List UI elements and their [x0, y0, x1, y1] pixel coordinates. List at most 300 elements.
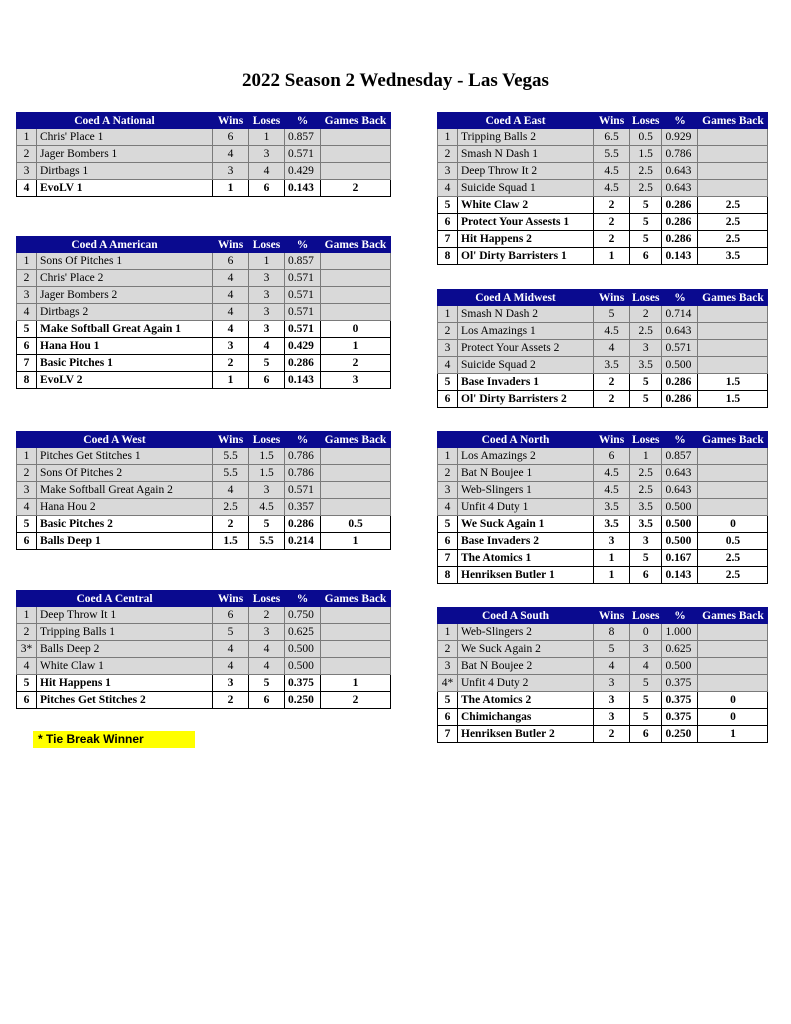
team-rank: 8	[438, 567, 458, 584]
team-pct: 0.571	[285, 287, 321, 304]
team-name: Protect Your Assets 2	[458, 340, 594, 357]
team-loses: 4	[249, 641, 285, 658]
division-name: Coed A South	[438, 608, 594, 624]
team-name: Bat N Boujee 1	[458, 465, 594, 482]
table-row	[17, 499, 391, 516]
team-rank: 6	[438, 214, 458, 231]
team-wins: 3	[594, 675, 630, 692]
division-name: Coed A West	[17, 432, 213, 448]
team-name: Ol' Dirty Barristers 2	[458, 391, 594, 408]
team-rank: 7	[17, 355, 37, 372]
team-pct: 0.286	[662, 231, 698, 248]
team-games-back	[698, 129, 768, 146]
team-loses: 2.5	[630, 163, 662, 180]
team-games-back	[321, 658, 391, 675]
team-name: Suicide Squad 2	[458, 357, 594, 374]
team-name: Basic Pitches 2	[37, 516, 213, 533]
team-rank: 6	[17, 533, 37, 550]
team-wins: 5	[213, 624, 249, 641]
team-pct: 0.250	[662, 726, 698, 743]
team-name: Basic Pitches 1	[37, 355, 213, 372]
team-games-back	[698, 675, 768, 692]
team-pct: 1.000	[662, 624, 698, 641]
team-wins: 1	[213, 372, 249, 389]
table-row	[17, 129, 391, 146]
table-row	[17, 533, 391, 550]
team-loses: 4.5	[249, 499, 285, 516]
team-rank: 5	[17, 675, 37, 692]
table-row	[17, 641, 391, 658]
team-rank: 7	[438, 550, 458, 567]
team-name: Henriksen Butler 1	[458, 567, 594, 584]
team-games-back	[321, 482, 391, 499]
team-wins: 2.5	[213, 499, 249, 516]
division-name: Coed A North	[438, 432, 594, 448]
team-loses: 3.5	[630, 516, 662, 533]
team-rank: 2	[17, 465, 37, 482]
team-wins: 1	[213, 180, 249, 197]
team-loses: 0	[630, 624, 662, 641]
team-name: Pitches Get Stitches 2	[37, 692, 213, 709]
team-games-back	[698, 465, 768, 482]
standings-table	[437, 112, 768, 265]
team-name: Los Amazings 2	[458, 448, 594, 465]
team-pct: 0.286	[662, 214, 698, 231]
team-pct: 0.375	[662, 709, 698, 726]
team-rank: 6	[438, 391, 458, 408]
team-games-back	[698, 323, 768, 340]
pct-header: %	[662, 290, 698, 306]
team-pct: 0.500	[662, 516, 698, 533]
team-wins: 3	[594, 533, 630, 550]
table-row	[438, 163, 768, 180]
team-pct: 0.429	[285, 338, 321, 355]
team-name: White Claw 1	[37, 658, 213, 675]
team-loses: 5	[630, 231, 662, 248]
pct-header: %	[285, 113, 321, 129]
wins-header: Wins	[594, 608, 630, 624]
team-name: Chris' Place 1	[37, 129, 213, 146]
team-pct: 0.643	[662, 465, 698, 482]
team-wins: 6	[213, 607, 249, 624]
team-loses: 4	[249, 338, 285, 355]
team-name: Dirtbags 1	[37, 163, 213, 180]
table-row	[17, 658, 391, 675]
team-wins: 4	[213, 270, 249, 287]
team-loses: 6	[630, 726, 662, 743]
team-loses: 5	[630, 675, 662, 692]
team-pct: 0.500	[662, 499, 698, 516]
team-rank: 5	[17, 321, 37, 338]
table-row	[17, 270, 391, 287]
table-row	[17, 692, 391, 709]
team-pct: 0.143	[662, 248, 698, 265]
table-row	[438, 499, 768, 516]
team-rank: 4*	[438, 675, 458, 692]
team-name: The Atomics 1	[458, 550, 594, 567]
pct-header: %	[662, 608, 698, 624]
wins-header: Wins	[594, 290, 630, 306]
team-pct: 0.571	[285, 304, 321, 321]
table-row	[438, 465, 768, 482]
team-games-back: 0.5	[321, 516, 391, 533]
team-wins: 4	[213, 304, 249, 321]
team-pct: 0.286	[285, 355, 321, 372]
loses-header: Loses	[630, 290, 662, 306]
team-wins: 2	[594, 726, 630, 743]
team-loses: 5	[630, 391, 662, 408]
team-rank: 3	[17, 163, 37, 180]
pct-header: %	[285, 432, 321, 448]
team-wins: 2	[594, 197, 630, 214]
table-row	[438, 391, 768, 408]
table-row	[17, 287, 391, 304]
team-games-back	[698, 658, 768, 675]
team-games-back	[698, 641, 768, 658]
team-wins: 8	[594, 624, 630, 641]
team-wins: 3.5	[594, 516, 630, 533]
team-games-back	[321, 641, 391, 658]
team-loses: 3	[249, 146, 285, 163]
team-wins: 1.5	[213, 533, 249, 550]
team-rank: 7	[438, 231, 458, 248]
table-row	[438, 482, 768, 499]
team-pct: 0.429	[285, 163, 321, 180]
team-name: Chris' Place 2	[37, 270, 213, 287]
team-wins: 2	[594, 231, 630, 248]
team-games-back	[321, 624, 391, 641]
team-loses: 3	[630, 533, 662, 550]
team-games-back	[698, 482, 768, 499]
team-wins: 4	[213, 321, 249, 338]
team-rank: 1	[17, 607, 37, 624]
team-pct: 0.500	[285, 658, 321, 675]
team-loses: 2.5	[630, 482, 662, 499]
team-loses: 2.5	[630, 323, 662, 340]
team-loses: 1	[249, 129, 285, 146]
team-rank: 3*	[17, 641, 37, 658]
table-row	[17, 321, 391, 338]
team-name: EvoLV 1	[37, 180, 213, 197]
team-wins: 1	[594, 567, 630, 584]
team-wins: 6	[213, 129, 249, 146]
team-rank: 8	[438, 248, 458, 265]
team-name: White Claw 2	[458, 197, 594, 214]
team-wins: 3	[213, 163, 249, 180]
team-wins: 4.5	[594, 482, 630, 499]
team-wins: 2	[594, 214, 630, 231]
standings-table	[437, 607, 768, 743]
team-pct: 0.750	[285, 607, 321, 624]
team-loses: 1.5	[249, 465, 285, 482]
table-row	[17, 253, 391, 270]
team-games-back: 1.5	[698, 374, 768, 391]
team-pct: 0.375	[662, 692, 698, 709]
team-name: Smash N Dash 2	[458, 306, 594, 323]
games-back-header: Games Back	[698, 290, 768, 306]
wins-header: Wins	[594, 113, 630, 129]
team-pct: 0.786	[285, 465, 321, 482]
team-games-back	[698, 163, 768, 180]
team-name: Dirtbags 2	[37, 304, 213, 321]
team-wins: 1	[594, 248, 630, 265]
games-back-header: Games Back	[698, 608, 768, 624]
table-row	[438, 197, 768, 214]
team-pct: 0.643	[662, 180, 698, 197]
table-row	[438, 231, 768, 248]
pct-header: %	[662, 113, 698, 129]
team-wins: 5.5	[213, 448, 249, 465]
tie-break-legend: * Tie Break Winner	[33, 731, 195, 748]
pct-header: %	[662, 432, 698, 448]
team-rank: 2	[438, 641, 458, 658]
team-rank: 6	[17, 692, 37, 709]
team-games-back: 3.5	[698, 248, 768, 265]
team-rank: 3	[438, 658, 458, 675]
standings-table	[16, 590, 391, 709]
team-rank: 4	[438, 180, 458, 197]
team-games-back: 2	[321, 180, 391, 197]
team-rank: 1	[17, 253, 37, 270]
team-loses: 5.5	[249, 533, 285, 550]
team-loses: 5	[630, 374, 662, 391]
page-title: 2022 Season 2 Wednesday - Las Vegas	[242, 70, 549, 91]
team-rank: 2	[17, 146, 37, 163]
team-pct: 0.500	[662, 533, 698, 550]
team-pct: 0.571	[285, 146, 321, 163]
team-games-back: 1	[321, 533, 391, 550]
team-name: EvoLV 2	[37, 372, 213, 389]
team-pct: 0.571	[285, 270, 321, 287]
team-loses: 5	[249, 355, 285, 372]
table-row	[438, 641, 768, 658]
team-games-back: 2.5	[698, 550, 768, 567]
loses-header: Loses	[249, 237, 285, 253]
team-name: Los Amazings 1	[458, 323, 594, 340]
team-games-back	[321, 465, 391, 482]
team-rank: 6	[438, 533, 458, 550]
team-games-back	[321, 270, 391, 287]
team-games-back: 2.5	[698, 567, 768, 584]
team-name: Tripping Balls 2	[458, 129, 594, 146]
team-name: Deep Throw It 1	[37, 607, 213, 624]
table-row	[17, 146, 391, 163]
standings-table	[16, 112, 391, 197]
team-pct: 0.500	[662, 658, 698, 675]
team-pct: 0.286	[662, 374, 698, 391]
table-row	[438, 658, 768, 675]
team-games-back: 1.5	[698, 391, 768, 408]
team-games-back: 0	[698, 516, 768, 533]
team-name: We Suck Again 1	[458, 516, 594, 533]
team-wins: 5	[594, 641, 630, 658]
team-loses: 5	[630, 692, 662, 709]
team-wins: 4	[594, 658, 630, 675]
team-wins: 3.5	[594, 357, 630, 374]
team-rank: 5	[17, 516, 37, 533]
team-name: Make Softball Great Again 2	[37, 482, 213, 499]
team-rank: 6	[438, 709, 458, 726]
team-pct: 0.571	[285, 321, 321, 338]
team-rank: 1	[438, 129, 458, 146]
table-row	[438, 567, 768, 584]
team-name: Tripping Balls 1	[37, 624, 213, 641]
team-name: Balls Deep 1	[37, 533, 213, 550]
team-loses: 6	[249, 180, 285, 197]
team-name: Base Invaders 2	[458, 533, 594, 550]
loses-header: Loses	[630, 608, 662, 624]
team-loses: 1	[630, 448, 662, 465]
team-games-back: 0	[698, 709, 768, 726]
team-wins: 2	[594, 374, 630, 391]
team-pct: 0.857	[285, 253, 321, 270]
loses-header: Loses	[630, 113, 662, 129]
team-games-back: 2	[321, 355, 391, 372]
loses-header: Loses	[249, 432, 285, 448]
team-loses: 3	[249, 304, 285, 321]
team-loses: 2.5	[630, 465, 662, 482]
team-loses: 5	[249, 516, 285, 533]
team-pct: 0.500	[285, 641, 321, 658]
team-rank: 3	[438, 340, 458, 357]
team-pct: 0.286	[662, 391, 698, 408]
table-row	[438, 448, 768, 465]
team-name: Deep Throw It 2	[458, 163, 594, 180]
table-row	[438, 129, 768, 146]
team-rank: 2	[438, 465, 458, 482]
table-row	[17, 304, 391, 321]
team-games-back: 2.5	[698, 214, 768, 231]
team-wins: 2	[213, 355, 249, 372]
team-name: The Atomics 2	[458, 692, 594, 709]
division-name: Coed A East	[438, 113, 594, 129]
table-row	[17, 607, 391, 624]
team-pct: 0.857	[662, 448, 698, 465]
table-row	[438, 323, 768, 340]
table-row	[17, 355, 391, 372]
pct-header: %	[285, 591, 321, 607]
table-row	[438, 214, 768, 231]
team-loses: 6	[630, 567, 662, 584]
games-back-header: Games Back	[321, 591, 391, 607]
team-pct: 0.786	[662, 146, 698, 163]
team-loses: 6	[249, 692, 285, 709]
team-rank: 2	[17, 624, 37, 641]
team-pct: 0.857	[285, 129, 321, 146]
team-wins: 4.5	[594, 323, 630, 340]
team-name: Unfit 4 Duty 2	[458, 675, 594, 692]
loses-header: Loses	[249, 113, 285, 129]
team-rank: 5	[438, 692, 458, 709]
team-loses: 4	[249, 163, 285, 180]
table-row	[17, 675, 391, 692]
team-pct: 0.571	[285, 482, 321, 499]
team-name: Base Invaders 1	[458, 374, 594, 391]
team-games-back	[321, 146, 391, 163]
team-name: Bat N Boujee 2	[458, 658, 594, 675]
team-rank: 2	[438, 323, 458, 340]
team-wins: 6.5	[594, 129, 630, 146]
pct-header: %	[285, 237, 321, 253]
team-wins: 4	[213, 641, 249, 658]
team-games-back: 1	[321, 338, 391, 355]
team-rank: 8	[17, 372, 37, 389]
division-name: Coed A Midwest	[438, 290, 594, 306]
team-rank: 3	[17, 482, 37, 499]
team-pct: 0.143	[285, 372, 321, 389]
team-rank: 2	[17, 270, 37, 287]
team-loses: 4	[630, 658, 662, 675]
team-games-back	[698, 448, 768, 465]
team-games-back	[321, 607, 391, 624]
table-row	[438, 726, 768, 743]
wins-header: Wins	[213, 591, 249, 607]
team-pct: 0.357	[285, 499, 321, 516]
team-wins: 2	[213, 692, 249, 709]
team-wins: 4	[213, 146, 249, 163]
team-name: Jager Bombers 1	[37, 146, 213, 163]
team-rank: 5	[438, 374, 458, 391]
team-wins: 3	[594, 709, 630, 726]
division-name: Coed A American	[17, 237, 213, 253]
team-rank: 4	[17, 658, 37, 675]
games-back-header: Games Back	[698, 113, 768, 129]
team-wins: 3	[594, 692, 630, 709]
table-row	[17, 465, 391, 482]
team-loses: 3	[249, 270, 285, 287]
team-wins: 3.5	[594, 499, 630, 516]
team-name: Chimichangas	[458, 709, 594, 726]
team-name: Web-Slingers 2	[458, 624, 594, 641]
table-row	[438, 306, 768, 323]
table-row	[17, 482, 391, 499]
team-loses: 3	[630, 340, 662, 357]
team-pct: 0.143	[662, 567, 698, 584]
team-name: Ol' Dirty Barristers 1	[458, 248, 594, 265]
table-row	[438, 516, 768, 533]
team-name: We Suck Again 2	[458, 641, 594, 658]
team-games-back	[321, 499, 391, 516]
team-wins: 4.5	[594, 465, 630, 482]
table-row	[17, 516, 391, 533]
team-name: Balls Deep 2	[37, 641, 213, 658]
team-loses: 3	[249, 287, 285, 304]
team-name: Hit Happens 1	[37, 675, 213, 692]
team-name: Pitches Get Stitches 1	[37, 448, 213, 465]
team-games-back: 1	[321, 675, 391, 692]
team-pct: 0.286	[285, 516, 321, 533]
team-games-back	[321, 287, 391, 304]
table-row	[17, 338, 391, 355]
team-pct: 0.714	[662, 306, 698, 323]
team-loses: 0.5	[630, 129, 662, 146]
team-games-back	[698, 499, 768, 516]
team-pct: 0.286	[662, 197, 698, 214]
team-rank: 1	[438, 624, 458, 641]
team-rank: 1	[17, 129, 37, 146]
games-back-header: Games Back	[321, 237, 391, 253]
team-wins: 4	[213, 287, 249, 304]
games-back-header: Games Back	[698, 432, 768, 448]
table-row	[17, 624, 391, 641]
team-wins: 4	[213, 658, 249, 675]
team-games-back: 0.5	[698, 533, 768, 550]
team-games-back: 2	[321, 692, 391, 709]
table-row	[438, 146, 768, 163]
wins-header: Wins	[213, 237, 249, 253]
team-games-back: 0	[698, 692, 768, 709]
team-pct: 0.375	[285, 675, 321, 692]
